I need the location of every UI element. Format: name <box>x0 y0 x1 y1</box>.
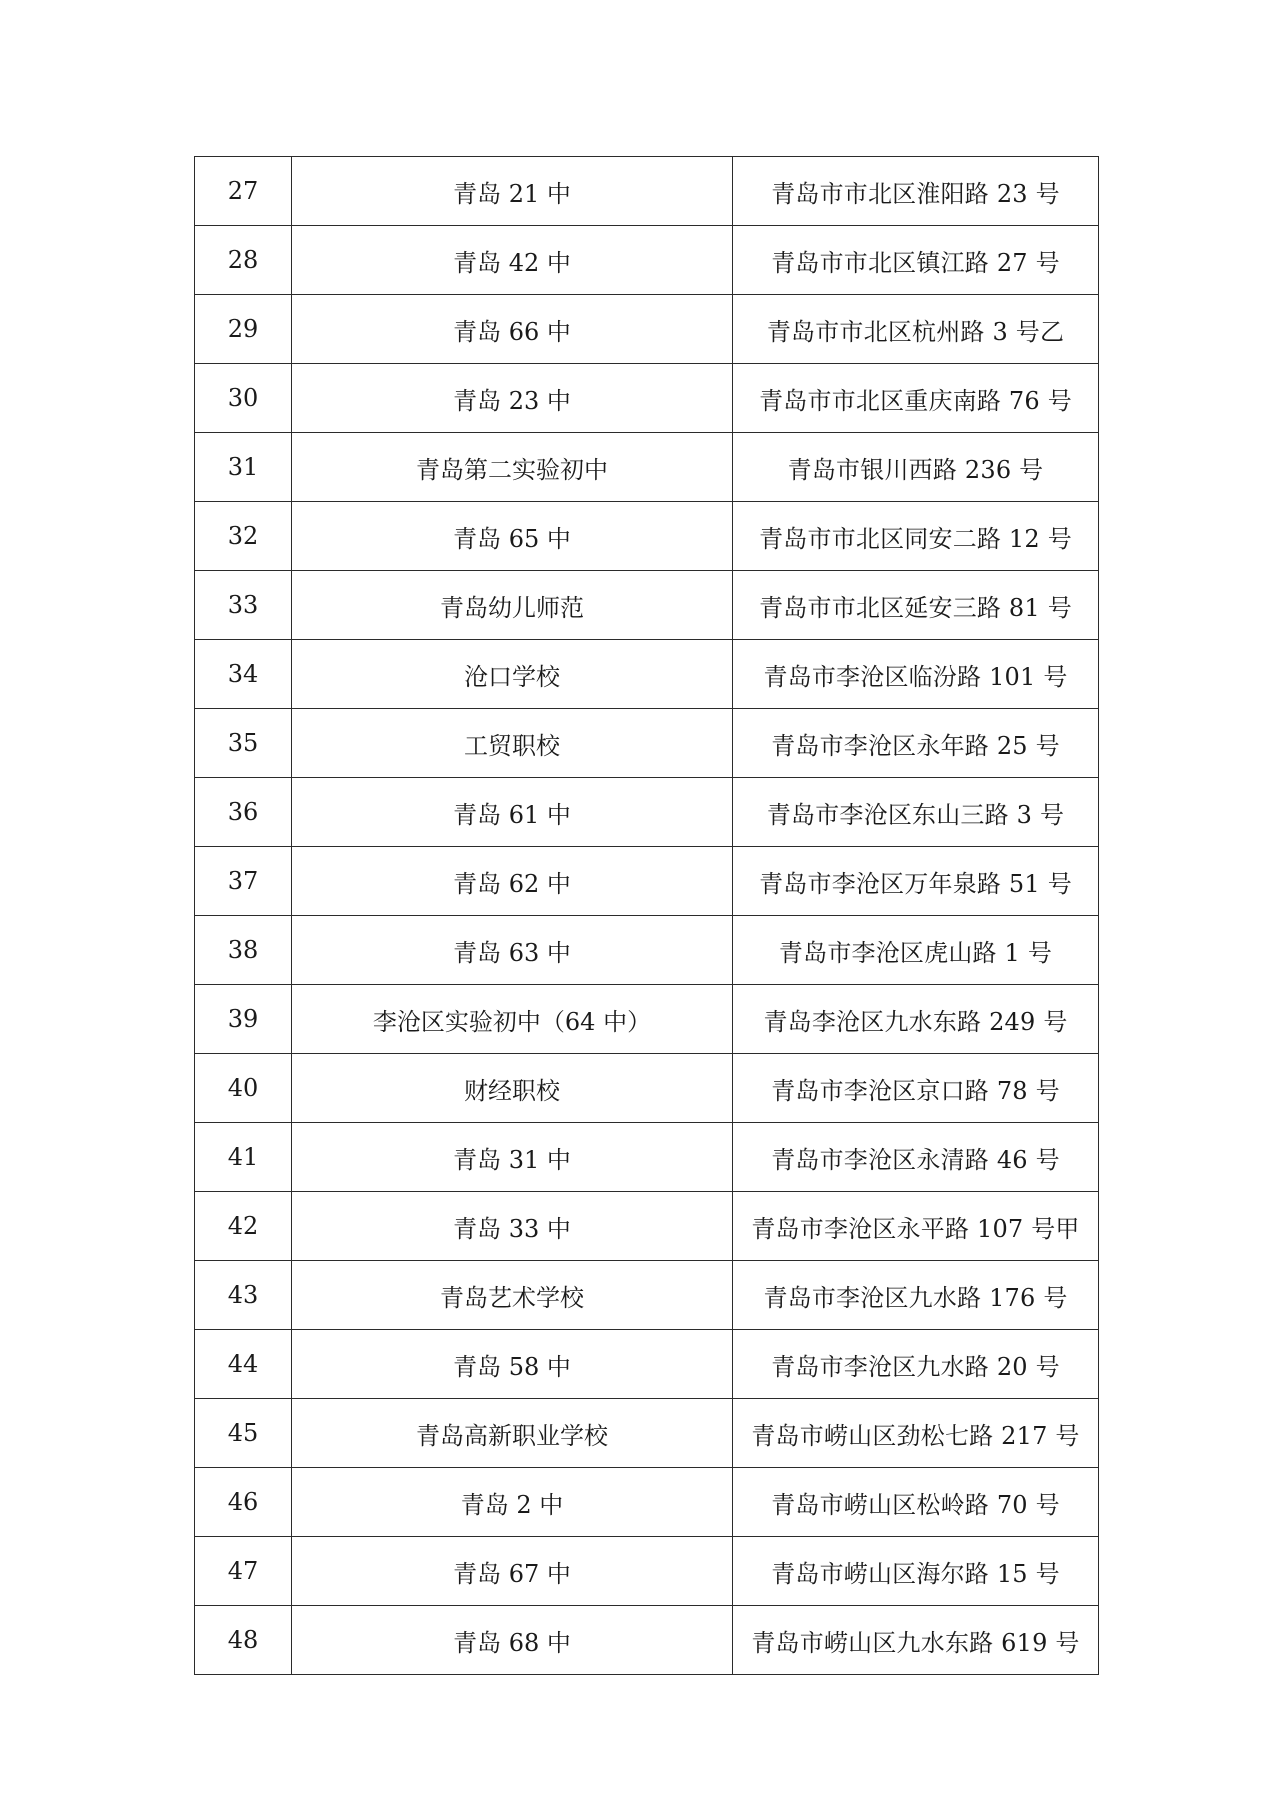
table-row <box>195 433 1099 502</box>
row-index-cell: 29 <box>195 295 292 364</box>
school-name-cell: 青岛 23 中 <box>292 364 733 433</box>
school-address-cell: 青岛市崂山区松岭路 70 号 <box>733 1468 1099 1537</box>
row-index-cell: 45 <box>195 1399 292 1468</box>
table-row <box>195 709 1099 778</box>
school-name-cell: 青岛 61 中 <box>292 778 733 847</box>
school-name-cell: 沧口学校 <box>292 640 733 709</box>
table-row <box>195 778 1099 847</box>
row-index-cell: 35 <box>195 709 292 778</box>
school-name-cell: 青岛第二实验初中 <box>292 433 733 502</box>
school-name-cell: 青岛幼儿师范 <box>292 571 733 640</box>
school-name-cell: 青岛 66 中 <box>292 295 733 364</box>
school-name-cell: 工贸职校 <box>292 709 733 778</box>
table-body <box>195 157 1099 1675</box>
row-index-cell: 31 <box>195 433 292 502</box>
table-row <box>195 1399 1099 1468</box>
school-name-cell: 青岛 62 中 <box>292 847 733 916</box>
row-index-cell: 27 <box>195 157 292 226</box>
table-row <box>195 916 1099 985</box>
school-address-cell: 青岛市市北区杭州路 3 号乙 <box>733 295 1099 364</box>
row-index-cell: 44 <box>195 1330 292 1399</box>
school-name-cell: 青岛 68 中 <box>292 1606 733 1675</box>
school-address-cell: 青岛市崂山区劲松七路 217 号 <box>733 1399 1099 1468</box>
school-name-cell: 青岛艺术学校 <box>292 1261 733 1330</box>
school-address-cell: 青岛市李沧区东山三路 3 号 <box>733 778 1099 847</box>
row-index-cell: 43 <box>195 1261 292 1330</box>
row-index-cell: 37 <box>195 847 292 916</box>
row-index-cell: 30 <box>195 364 292 433</box>
school-address-cell: 青岛市银川西路 236 号 <box>733 433 1099 502</box>
table-row <box>195 364 1099 433</box>
row-index-cell: 34 <box>195 640 292 709</box>
school-address-cell: 青岛市市北区同安二路 12 号 <box>733 502 1099 571</box>
school-address-cell: 青岛李沧区九水东路 249 号 <box>733 985 1099 1054</box>
school-name-cell: 青岛 63 中 <box>292 916 733 985</box>
table-row <box>195 1468 1099 1537</box>
school-name-cell: 青岛高新职业学校 <box>292 1399 733 1468</box>
table-row <box>195 1192 1099 1261</box>
school-address-cell: 青岛市李沧区永年路 25 号 <box>733 709 1099 778</box>
row-index-cell: 38 <box>195 916 292 985</box>
table-row <box>195 1261 1099 1330</box>
school-address-cell: 青岛市李沧区永平路 107 号甲 <box>733 1192 1099 1261</box>
table-row <box>195 847 1099 916</box>
school-name-cell: 李沧区实验初中（64 中） <box>292 985 733 1054</box>
school-address-cell: 青岛市市北区淮阳路 23 号 <box>733 157 1099 226</box>
table-row <box>195 502 1099 571</box>
school-address-cell: 青岛市市北区镇江路 27 号 <box>733 226 1099 295</box>
table-row <box>195 1123 1099 1192</box>
school-name-cell: 财经职校 <box>292 1054 733 1123</box>
school-address-cell: 青岛市李沧区九水路 176 号 <box>733 1261 1099 1330</box>
school-name-cell: 青岛 65 中 <box>292 502 733 571</box>
school-address-cell: 青岛市市北区重庆南路 76 号 <box>733 364 1099 433</box>
row-index-cell: 48 <box>195 1606 292 1675</box>
table-row <box>195 295 1099 364</box>
school-address-cell: 青岛市崂山区海尔路 15 号 <box>733 1537 1099 1606</box>
school-name-cell: 青岛 58 中 <box>292 1330 733 1399</box>
school-name-cell: 青岛 31 中 <box>292 1123 733 1192</box>
school-name-cell: 青岛 21 中 <box>292 157 733 226</box>
school-address-cell: 青岛市李沧区京口路 78 号 <box>733 1054 1099 1123</box>
school-name-cell: 青岛 33 中 <box>292 1192 733 1261</box>
row-index-cell: 47 <box>195 1537 292 1606</box>
row-index-cell: 40 <box>195 1054 292 1123</box>
table-row <box>195 226 1099 295</box>
school-address-cell: 青岛市李沧区九水路 20 号 <box>733 1330 1099 1399</box>
row-index-cell: 39 <box>195 985 292 1054</box>
table-row <box>195 157 1099 226</box>
row-index-cell: 28 <box>195 226 292 295</box>
table-row <box>195 1330 1099 1399</box>
table-row <box>195 985 1099 1054</box>
table-row <box>195 571 1099 640</box>
school-name-cell: 青岛 2 中 <box>292 1468 733 1537</box>
row-index-cell: 32 <box>195 502 292 571</box>
school-address-cell: 青岛市市北区延安三路 81 号 <box>733 571 1099 640</box>
school-address-table <box>194 156 1099 1675</box>
school-address-cell: 青岛市李沧区永清路 46 号 <box>733 1123 1099 1192</box>
table-row <box>195 1606 1099 1675</box>
school-address-cell: 青岛市李沧区临汾路 101 号 <box>733 640 1099 709</box>
row-index-cell: 46 <box>195 1468 292 1537</box>
school-address-cell: 青岛市李沧区万年泉路 51 号 <box>733 847 1099 916</box>
row-index-cell: 36 <box>195 778 292 847</box>
table-row <box>195 1537 1099 1606</box>
row-index-cell: 33 <box>195 571 292 640</box>
school-address-cell: 青岛市崂山区九水东路 619 号 <box>733 1606 1099 1675</box>
school-name-cell: 青岛 42 中 <box>292 226 733 295</box>
table-row <box>195 1054 1099 1123</box>
school-address-cell: 青岛市李沧区虎山路 1 号 <box>733 916 1099 985</box>
table-row <box>195 640 1099 709</box>
row-index-cell: 41 <box>195 1123 292 1192</box>
school-name-cell: 青岛 67 中 <box>292 1537 733 1606</box>
row-index-cell: 42 <box>195 1192 292 1261</box>
